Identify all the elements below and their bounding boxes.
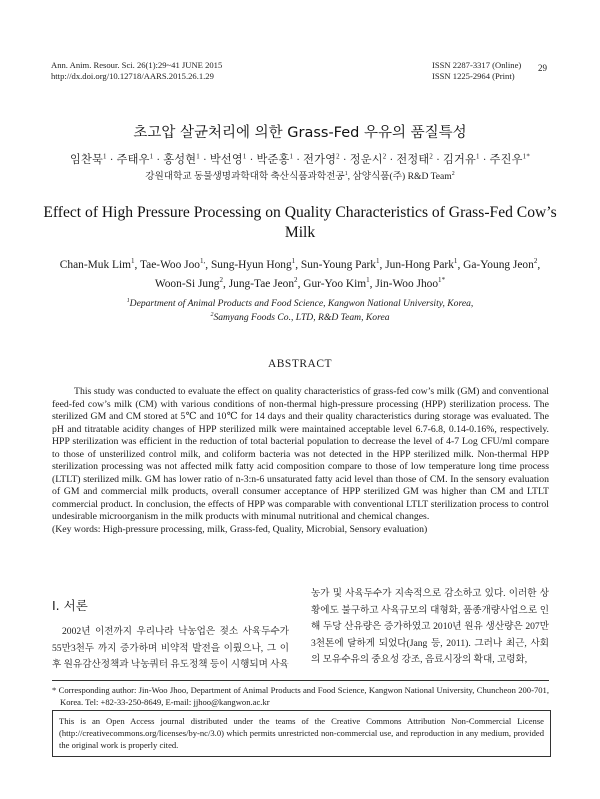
author-affiliation-marker: 1 [103,152,107,161]
author-affiliation-marker: 1, [199,257,206,266]
body-column-right [311,586,549,669]
footnote-text: * Corresponding author: Jin-Woo Jhoo, Department of Animal Products and Food Science, Kangwon National University, Chuncheon 200-701, Korea. Tel: +82-33-250-8649, E-mail: jjhoo@kangwon.ac.kr [52,685,549,707]
page-number: 29 [538,63,547,73]
license-text: This is an Open Access journal distributed under the teams of the Creative Commons Attribution Non-Commercial License (http://creativecommons.org/licenses/by-nc/3.0) which permits unrestricted non-commercial use, and reproduction in any medium, provided the original work is properly cited. [59,716,544,750]
author-affiliation-marker: 1 [242,152,247,161]
english-authors-line-2: Woon-Si Jung$^2$, Jung-Tae Jeon$^2$, Gur-Yoo Kim$^1$, Jin-Woo Jhoo$^{1*}$ [154,276,446,290]
author-name: Woon-Si Jung [154,278,220,290]
korean-affiliations: 강원대학교 동물생명과학대학 축산식품과학전공$^1$, 삼양식품(주) R&D Team$^2$ [145,170,455,182]
author-name: 박선영 [209,154,243,166]
author-affiliation-marker: 2 [429,152,434,161]
abstract-text: This study was conducted to evaluate the effect on quality characteristics of grass-fed cow’s milk (GM) and conventional feed-fed cow’s milk (CM) with various conditions of non-thermal high-pressure processing (HPP) sterilization process. The sterilized GM and CM stored at 5℃ and 10℃ for 14 days and their quality characteristics during storage was evaluated. The pH and titratable acidity changes of HPP sterilized milk were maintained acceptable level 6.7-6.8, 0.14-0.16%, respectively. HPP sterilization was efficient in the reduction of total bacterial population to decrease the level of 4-7 Log CFU/ml compare to those of unsterilized control milk, and coliform bacteria was not detected in the HPP sterilized milk. Non-thermal HPP sterilization processing was not affected milk fatty acid composition compare to those of low temperature long time process (LTLT) sterilized milk. GM has lower ratio of n-3:n-6 unsaturated fatty acid level than those of CM. In the sensory evaluation of GM and commercial milk products, overall consumer acceptance of HPP sterilized GM was higher than CM and LTLT commercial product. In conclusion, the effects of HPP was comparable with conventional LTLT sterilization process to control undesirable microorganism in the milk products with minumal nutritional and chemical changes. [52,386,549,523]
english-authors [30,256,570,294]
author-name: Jun-Hong Park [385,259,454,271]
english-affiliation-2: $^2$Samyang Foods Co., LTD, R&D Team, Korea [210,311,390,323]
author-name: Ga-Young Jeon [463,259,534,271]
author-name: 전가영 [303,154,337,166]
author-affiliation-marker: 1* [438,276,446,285]
author-name: 임찬묵 [70,154,104,166]
author-name: 김거유 [443,154,477,166]
author-name: Sun-Young Park [300,259,377,271]
author-name: 정운시 [349,154,383,166]
author-name: 홍성현 [163,154,197,166]
journal-citation: Ann. Anim. Resour. Sci. 26(1):29~41 JUNE 2015 [51,60,223,70]
footnote-divider [52,680,549,681]
author-affiliation-marker: 1 [376,257,380,266]
author-affiliation-marker: 2 [294,276,298,285]
journal-header [51,60,222,82]
korean-affiliation-1: 강원대학교 동물생명과학대학 축산식품과학전공 [145,171,345,182]
english-authors-line-1: Chan-Muk Lim$^1$, Tae-Woo Joo$^{1,}$, Sung-Hyun Hong$^1$, Sun-Young Park$^1$, Jun-Hong Park$^1$, Ga-Young Jeon$^2$, [59,257,541,271]
abstract-heading: ABSTRACT [267,358,333,370]
body-column-left [52,624,289,674]
author-affiliation-marker: 1 [366,276,370,285]
author-affiliation-marker: 1 [291,257,296,266]
english-title: Effect of High Pressure Processing on Quality Characteristics of Grass-Fed Cow’s Milk [43,204,557,241]
author-affiliation-marker: 2 [382,152,387,161]
author-name: 주태우 [116,154,150,166]
korean-authors: 임찬묵$^1$ · 주태우$^1$ · 홍성현$^1$ · 박선영$^1$ · 박준홍$^1$ · 전가영$^2$ · 정운시$^2$ · 전정태$^2$ · 김거유$^1$ · 주진우$^{1*}$ [70,152,530,166]
author-name: Sung-Hyun Hong [210,259,292,271]
intro-paragraph-left: 2002년 이전까지 우리나라 낙농업은 젖소 사육두수가 55만3천두 까지 증가하며 비약적 발전을 이뤘으나, 그 이후 원유감산정책과 낙농쿼터 유도정책 등이 시행되며 사육 [52,626,289,671]
author-affiliation-marker: 2 [336,152,340,161]
author-name: 전정태 [396,154,430,166]
author-name: 주진우 [489,154,523,166]
abstract-keywords: (Key words: High-pressure processing, milk, Grass-fed, Quality, Microbial, Sensory evaluation) [52,524,428,536]
author-name: 박준홍 [256,154,290,166]
author-affiliation-marker: 1 [453,257,458,266]
korean-affiliation-2: , 삼양식품(주) R&D Team [347,171,452,182]
issn-block [432,60,521,82]
issn-print: ISSN 1225-2964 (Print) [432,71,515,81]
author-affiliation-marker: 2 [219,276,224,285]
doi-link[interactable]: http://dx.doi.org/10.12718/AARS.2015.26.1.29 [51,71,214,81]
author-name: Gur-Yoo Kim [303,278,367,290]
author-name: Jin-Woo Jhoo [375,278,439,290]
author-name: Jung-Tae Jeon [228,278,295,290]
section-heading-introduction: Ⅰ. 서론 [52,598,88,613]
author-affiliation-marker: 1* [522,152,530,161]
author-affiliation-marker: 2 [533,257,538,266]
author-affiliation-marker: 1 [289,152,294,161]
korean-title: 초고압 살균처리에 의한 Grass-Fed 우유의 품질특성 [133,125,467,141]
corresponding-author-footnote [52,684,549,708]
license-box [52,710,551,757]
intro-paragraph-right: 농가 및 사육두수가 지속적으로 감소하고 있다. 이러한 상황에도 불구하고 사육규모의 대형화, 품종개량사업으로 인해 두당 산유량은 증가하였고 2010년 원유 생산량은 207만 3천톤에 달하게 되었다(Jang 등, 2011). 그러나 최근, 사회의 모유수유의 중요성 강조, 음료시장의 확대, 고령화, [311,588,549,666]
issn-online: ISSN 2287-3317 (Online) [432,60,522,70]
english-affiliations [0,297,600,325]
author-name: Tae-Woo Joo [140,259,200,271]
english-affiliation-1: $^1$Department of Animal Products and Food Science, Kangwon National University, Korea, [126,297,474,309]
author-affiliation-marker: 1 [130,257,135,266]
abstract-body [52,386,549,537]
author-name: Chan-Muk Lim [59,259,131,271]
author-affiliation-marker: 1 [196,152,200,161]
author-affiliation-marker: 1 [476,152,480,161]
author-affiliation-marker: 1 [149,152,154,161]
